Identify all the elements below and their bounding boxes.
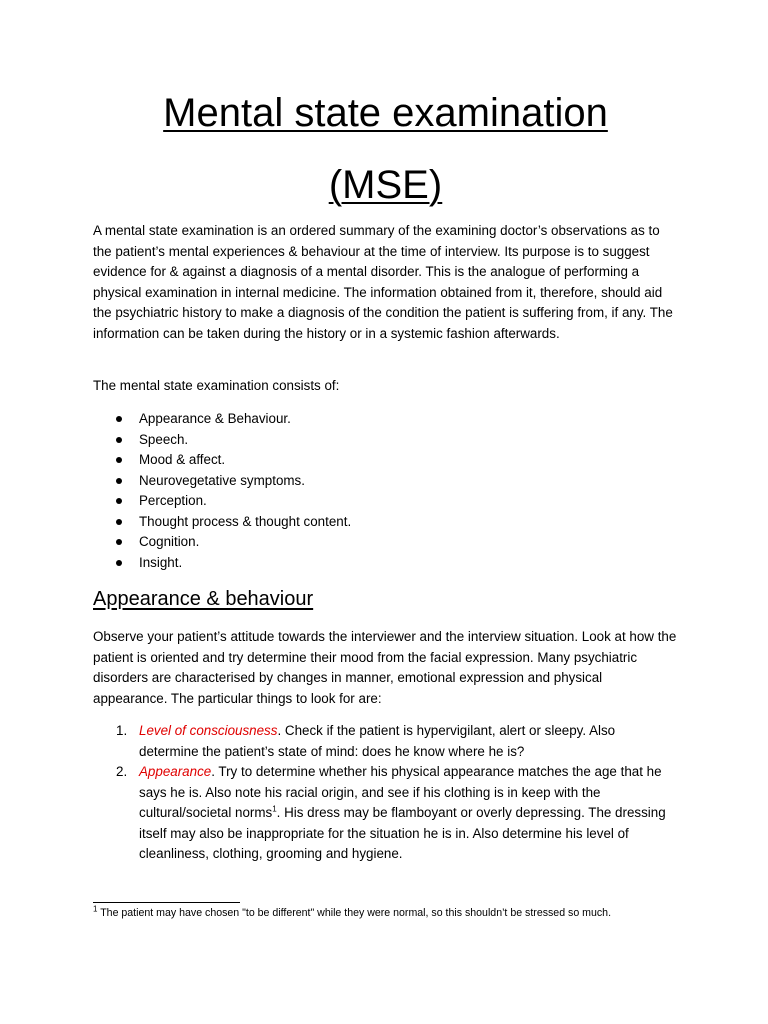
bullet-icon <box>116 437 122 443</box>
consists-list <box>93 409 678 573</box>
bullet-icon <box>116 478 122 484</box>
intro-paragraph: A mental state examination is an ordered summary of the examining doctor’s observations as to the patient’s mental experiences & behaviour at the time of interview. Its purpose is to suggest evidence for & against a diagnosis of a mental disorder. This is the analogue of performing a physical examination in internal medicine. The information obtained from it, therefore, should aid the psychiatric history to make a diagnosis of the condition the patient is suffering from, if any. The information can be taken during the history or in a systemic fashion afterwards. <box>93 223 673 341</box>
item-text: . Check if the patient is hypervigilant, alert or sleepy. Also determine the patient’s state of mind: does he know where he is? <box>139 723 616 759</box>
footnote-number: 1 <box>93 904 98 914</box>
page-title <box>93 90 678 208</box>
numbered-item <box>93 762 678 865</box>
consists-label: The mental state examination consists of: <box>93 378 340 393</box>
list-item-text: Insight. <box>139 554 183 570</box>
title-line-1: Mental state examination <box>163 91 608 135</box>
item-number: 2. <box>116 764 128 779</box>
footnote <box>93 906 678 922</box>
list-item-text: Mood & affect. <box>139 452 226 467</box>
bullet-icon <box>116 560 122 566</box>
list-item-text: Appearance & Behaviour. <box>139 411 291 426</box>
bullet-icon <box>116 519 122 525</box>
footnote-divider <box>93 902 240 903</box>
list-item <box>93 512 678 533</box>
section-paragraph: Observe your patient’s attitude towards the interviewer and the interview situation. Look at how the patient is oriented and try determine their mood from the facial expression. Many psychiatric disorders are characterised by changes in manner, emotional expression and physical appearance. The particular things to look for are: <box>93 629 677 706</box>
item-number: 1. <box>116 723 128 738</box>
list-item <box>93 491 678 512</box>
bullet-icon <box>116 498 122 504</box>
list-item <box>93 471 678 492</box>
list-item-text: Speech. <box>139 431 189 447</box>
title-line-2 <box>93 162 678 208</box>
numbered-item <box>93 721 678 762</box>
footnote-text: The patient may have chosen "to be different" while they were normal, so this shouldn’t be stressed so much. <box>97 907 612 919</box>
list-item <box>93 532 678 553</box>
bullet-icon <box>116 416 122 422</box>
item-text-continued: . His dress may be flamboyant or overly depressing. The dressing itself may also be inappropriate for the situation he is in. Also determine his level of cleanliness, clothing, grooming and hygiene. <box>139 805 666 861</box>
item-term: Appearance <box>139 764 212 779</box>
list-item <box>93 450 678 471</box>
list-item-text: Perception. <box>139 493 207 508</box>
list-item-text: Cognition. <box>139 534 200 549</box>
list-item-text: Thought process & thought content. <box>139 513 352 529</box>
title-line-2-text: (MSE) <box>328 163 443 207</box>
item-term: Level of consciousness <box>139 723 278 738</box>
item-text: . Try to determine whether his physical appearance matches the age that he says he is. Also note his racial origin, and see if his clothing is in keep with the cultural/societal norms <box>139 764 662 820</box>
numbered-list <box>93 721 678 865</box>
bullet-icon <box>116 457 122 463</box>
section-heading: Appearance & behaviour <box>93 588 314 610</box>
list-item <box>93 430 678 451</box>
footnote-ref[interactable]: 1 <box>272 804 277 814</box>
list-item <box>93 409 678 430</box>
bullet-icon <box>116 539 122 545</box>
list-item <box>93 553 678 574</box>
list-item-text: Neurovegetative symptoms. <box>139 472 305 488</box>
